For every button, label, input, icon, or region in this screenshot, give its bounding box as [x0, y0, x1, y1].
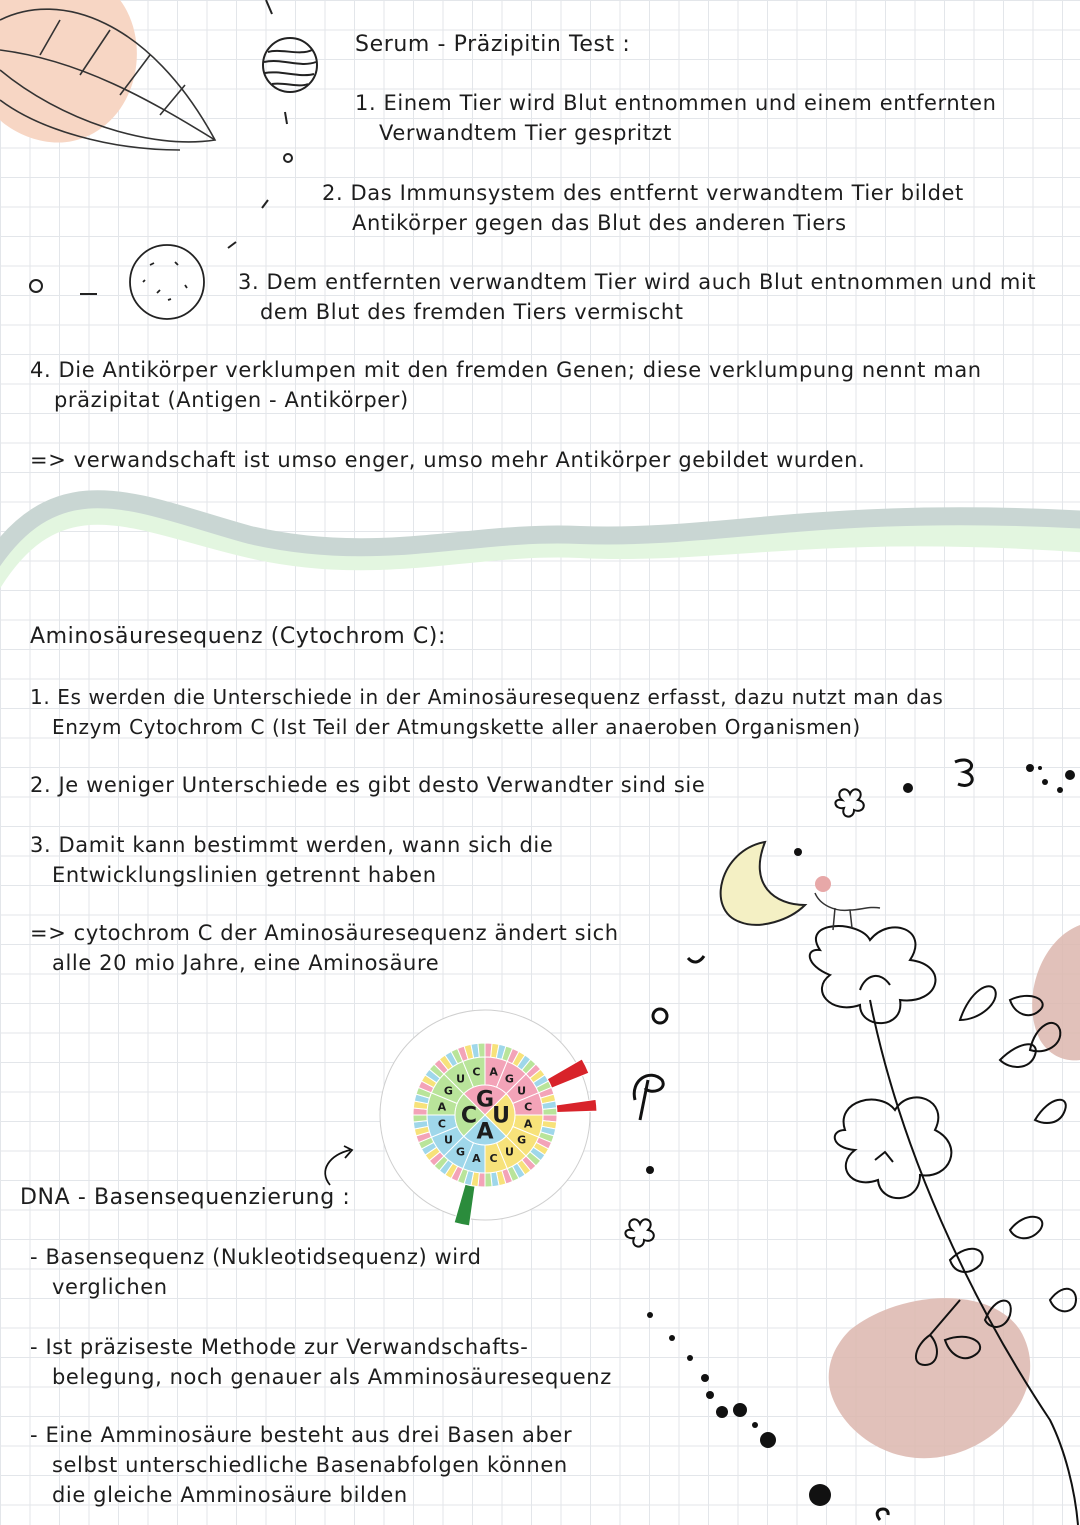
dna-bullet-3 — [30, 1420, 572, 1510]
sun-middle-base-label: G — [456, 1145, 466, 1159]
serum-step-1-line-2: Verwandtem Tier gespritzt — [379, 121, 672, 145]
serum-title: Serum - Präzipitin Test : — [355, 32, 631, 57]
sun-middle-base-label: C — [437, 1117, 446, 1131]
sun-middle-base-label: A — [472, 1152, 481, 1165]
serum-step-1-line-1: 1. Einem Tier wird Blut entnommen und einem entfernten — [355, 91, 997, 115]
rose-blob-bottom — [829, 1298, 1031, 1458]
sun-inner-base-label: C — [460, 1103, 478, 1129]
wave-divider — [0, 499, 1080, 580]
peach-blob — [0, 0, 137, 143]
sun-middle-base-label: C — [524, 1100, 533, 1114]
sun-codon-segment — [543, 1108, 557, 1115]
sun-middle-base-label: U — [456, 1072, 466, 1086]
moon-icon — [721, 842, 805, 925]
dna-bullet-1-line-2: verglichen — [52, 1275, 168, 1299]
sun-middle-base-label: C — [489, 1152, 498, 1165]
sun-middle-base-label: G — [504, 1072, 514, 1086]
amino-step-3-line-1: 3. Damit kann bestimmt werden, wann sich die — [30, 833, 554, 857]
dna-bullet-1-line-1: - Basensequenz (Nukleotidsequenz) wird — [30, 1245, 482, 1269]
serum-step-3-line-1: 3. Dem entfernten verwandtem Tier wird auch Blut entnommen und mit — [238, 270, 1037, 294]
sun-codon-segment — [478, 1043, 485, 1057]
dna-bullet-2 — [30, 1332, 612, 1392]
amino-step-3 — [30, 830, 553, 890]
serum-step-3 — [238, 267, 1036, 327]
dna-bullet-3-line-3: die gleiche Amminosäure bilden — [52, 1483, 408, 1507]
amino-step-2: 2. Je weniger Unterschiede es gibt desto Verwandter sind sie — [30, 773, 706, 797]
amino-step-3-line-2: Entwicklungslinien getrennt haben — [52, 863, 437, 887]
dna-title: DNA - Basensequenzierung : — [20, 1185, 351, 1210]
serum-step-4 — [30, 355, 982, 415]
amino-step-1-line-1: 1. Es werden die Unterschiede in der Aminosäuresequenz erfasst, dazu nutzt man das — [30, 685, 944, 709]
serum-step-2-line-2: Antikörper gegen das Blut des anderen Tiers — [352, 211, 847, 235]
sun-middle-base-label: U — [504, 1145, 514, 1159]
sun-middle-base-label: C — [472, 1065, 481, 1079]
moon-drawing — [130, 245, 204, 319]
amino-conclusion-line-1: => cytochrom C der Aminosäuresequenz ändert sich — [30, 921, 619, 945]
genetic-code-sun-diagram — [365, 995, 605, 1235]
planet-icon — [263, 38, 317, 92]
serum-step-4-line-1: 4. Die Antikörper verklumpen mit den fremden Genen; diese verklumpung nennt man — [30, 358, 982, 382]
amino-step-1 — [30, 682, 943, 742]
sun-middle-base-label: A — [523, 1117, 533, 1131]
sun-middle-base-label: A — [489, 1065, 498, 1079]
amino-conclusion-line-2: alle 20 mio Jahre, eine Aminosäure — [52, 951, 440, 975]
rose-blob-right — [1032, 925, 1080, 1060]
sun-middle-base-label: U — [443, 1133, 453, 1147]
sun-middle-base-label: A — [437, 1100, 447, 1114]
dna-bullet-1 — [30, 1242, 482, 1302]
serum-step-3-line-2: dem Blut des fremden Tiers vermischt — [260, 300, 684, 324]
dna-bullet-3-line-2: selbst unterschiedliche Basenabfolgen können — [52, 1453, 568, 1477]
amino-title: Aminosäuresequenz (Cytochrom C): — [30, 624, 446, 649]
serum-step-2 — [322, 178, 964, 238]
sun-middle-base-label: U — [517, 1084, 527, 1098]
sun-inner-ring — [455, 1085, 515, 1145]
sun-inner-base-label: A — [476, 1119, 494, 1145]
sun-codon-segment — [413, 1115, 427, 1122]
amino-step-1-line-2: Enzym Cytochrom C (Ist Teil der Atmungskette aller anaeroben Organismen) — [52, 715, 861, 739]
sun-middle-base-label: G — [517, 1133, 527, 1147]
serum-step-2-line-1: 2. Das Immunsystem des entfernt verwandtem Tier bildet — [322, 181, 964, 205]
dna-bullet-2-line-1: - Ist präziseste Methode zur Verwandschafts- — [30, 1335, 529, 1359]
arrow-doodle — [325, 1146, 352, 1185]
sun-inner-base-label: G — [475, 1087, 495, 1113]
sun-codon-segment — [485, 1173, 492, 1187]
dna-bullet-3-line-1: - Eine Amminosäure besteht aus drei Basen aber — [30, 1423, 573, 1447]
serum-step-1 — [355, 88, 997, 148]
serum-step-4-line-2: präzipitat (Antigen - Antikörper) — [54, 388, 409, 412]
sun-middle-base-label: G — [443, 1084, 453, 1098]
dna-bullet-2-line-2: belegung, noch genauer als Amminosäuresequenz — [52, 1365, 612, 1389]
sun-inner-base-label: U — [492, 1103, 510, 1129]
amino-conclusion — [30, 918, 619, 978]
serum-conclusion: => verwandschaft ist umso enger, umso mehr Antikörper gebildet wurden. — [30, 448, 866, 472]
dino-doodle — [815, 876, 880, 930]
